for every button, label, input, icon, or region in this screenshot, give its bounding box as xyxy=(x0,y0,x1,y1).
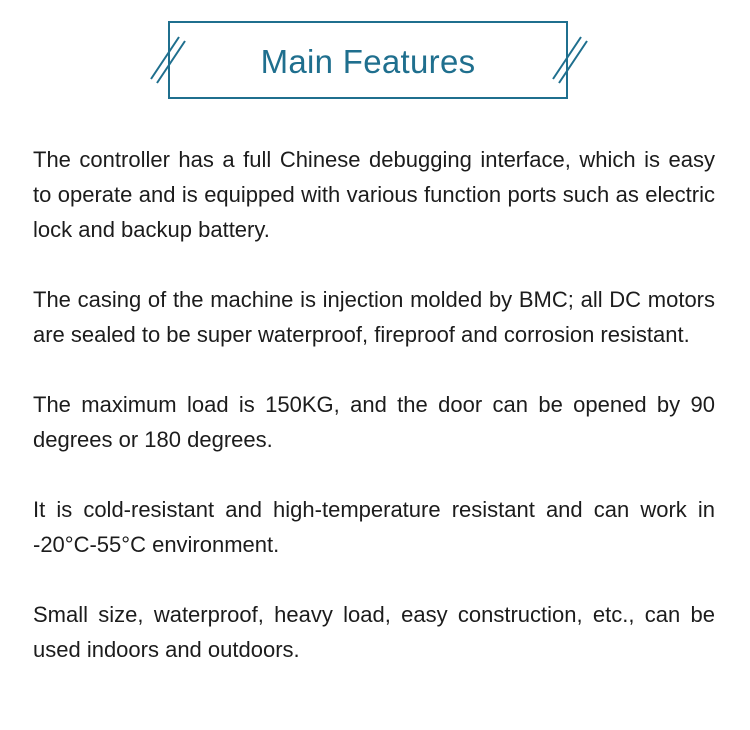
feature-paragraph-controller: The controller has a full Chinese debugging interface, which is easy to operate and is equipped with various function ports such as electric lock and backup battery. xyxy=(33,147,715,242)
feature-paragraph-casing: The casing of the machine is injection molded by BMC; all DC motors are sealed to be super waterproof, fireproof and corrosion resistant. xyxy=(33,287,715,347)
double-slash-right-icon xyxy=(549,35,589,83)
feature-paragraph-usage: Small size, waterproof, heavy load, easy construction, etc., can be used indoors and outdoors. xyxy=(33,602,715,662)
features-list xyxy=(33,142,715,702)
page-title: Main Features xyxy=(260,42,476,80)
feature-paragraph-temperature: It is cold-resistant and high-temperature resistant and can work in -20°C-55°C environment. xyxy=(33,497,715,557)
title-box xyxy=(168,21,568,99)
feature-paragraph-load: The maximum load is 150KG, and the door can be opened by 90 degrees or 180 degrees. xyxy=(33,392,715,452)
